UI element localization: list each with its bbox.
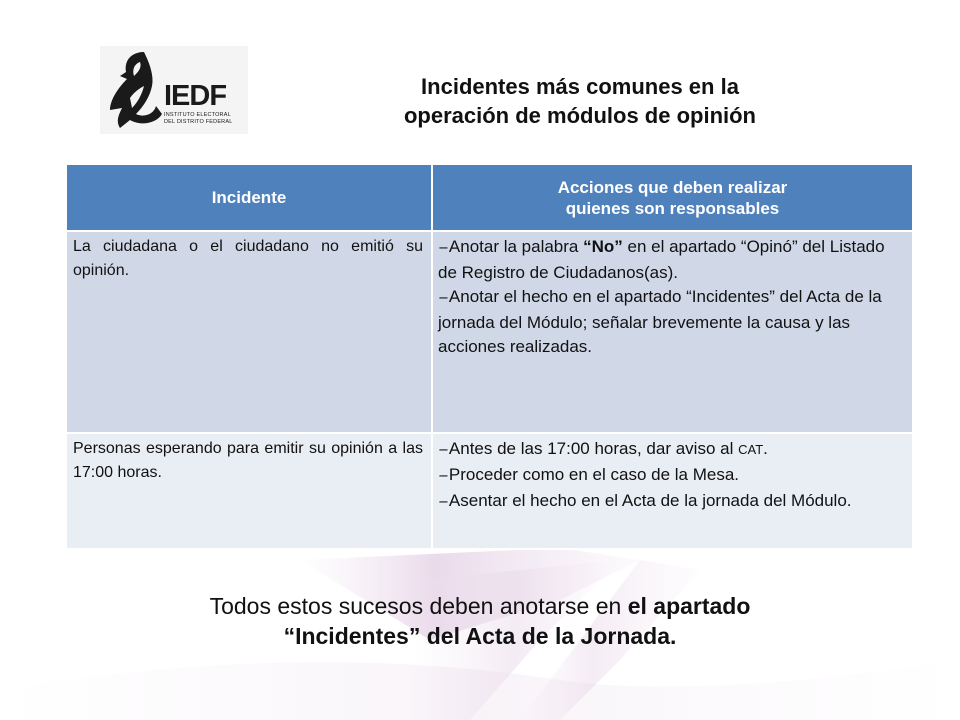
header-acciones-line-1: Acciones que deben realizar xyxy=(557,177,788,197)
bullet-dash-icon: − xyxy=(438,443,449,458)
bullet-dash-icon: − xyxy=(438,291,449,306)
incident-cell: La ciudadana o el ciudadano no emitió su opinión. xyxy=(66,231,432,433)
header-acciones xyxy=(432,164,913,231)
action-acronym: CAT xyxy=(738,442,764,457)
table-row xyxy=(66,231,913,433)
table-row xyxy=(66,433,913,549)
page-title-line-2: operación de módulos de opinión xyxy=(403,103,756,128)
header-incidente: Incidente xyxy=(66,164,432,231)
iedf-logo xyxy=(100,46,248,134)
logo-brand: IEDF xyxy=(164,80,227,112)
footer-line-1 xyxy=(100,591,860,621)
bullet-dash-icon: − xyxy=(438,469,449,484)
action-text-cont: . xyxy=(763,439,768,458)
bullet-dash-icon: − xyxy=(438,241,449,256)
action-text: Anotar la palabra xyxy=(448,237,584,256)
actions-cell xyxy=(432,231,913,433)
action-text: Anotar el hecho en el apartado “Incidentes” del Acta de la jornada del Módulo; señalar brevemente la causa y las acciones realizadas. xyxy=(438,287,882,356)
header-acciones-line-2: quienes son responsables xyxy=(565,198,780,218)
action-item xyxy=(438,285,904,359)
footer-text: Todos estos sucesos deben anotarse en xyxy=(209,593,628,619)
page-title xyxy=(300,72,860,130)
page-title-line-1: Incidentes más comunes en la xyxy=(421,74,739,99)
footer-note xyxy=(100,591,860,651)
action-text: Antes de las 17:00 horas, dar aviso al xyxy=(448,439,739,458)
logo-subtitle-1: INSTITUTO ELECTORAL xyxy=(164,112,231,118)
bullet-dash-icon: − xyxy=(438,495,449,510)
action-item xyxy=(438,489,904,515)
footer-line-2 xyxy=(100,621,860,651)
action-item xyxy=(438,437,904,463)
incidents-table xyxy=(65,163,914,550)
action-text: Proceder como en el caso de la Mesa. xyxy=(448,465,740,484)
footer-emphasis: el apartado xyxy=(627,593,751,619)
logo-subtitle-2: DEL DISTRITO FEDERAL xyxy=(164,119,233,125)
action-text-cont: en el apartado “Opinó” del Listado de Registro de Ciudadanos(as). xyxy=(438,237,885,282)
incident-cell: Personas esperando para emitir su opinión a las 17:00 horas. xyxy=(66,433,432,549)
action-item xyxy=(438,235,904,285)
actions-cell xyxy=(432,433,913,549)
footer-emphasis-2: “Incidentes” del Acta de la Jornada. xyxy=(283,623,677,649)
action-item xyxy=(438,463,904,489)
action-text: Asentar el hecho en el Acta de la jornada del Módulo. xyxy=(448,491,852,510)
table-header-row xyxy=(66,164,913,231)
action-emphasis: “No” xyxy=(583,237,623,256)
